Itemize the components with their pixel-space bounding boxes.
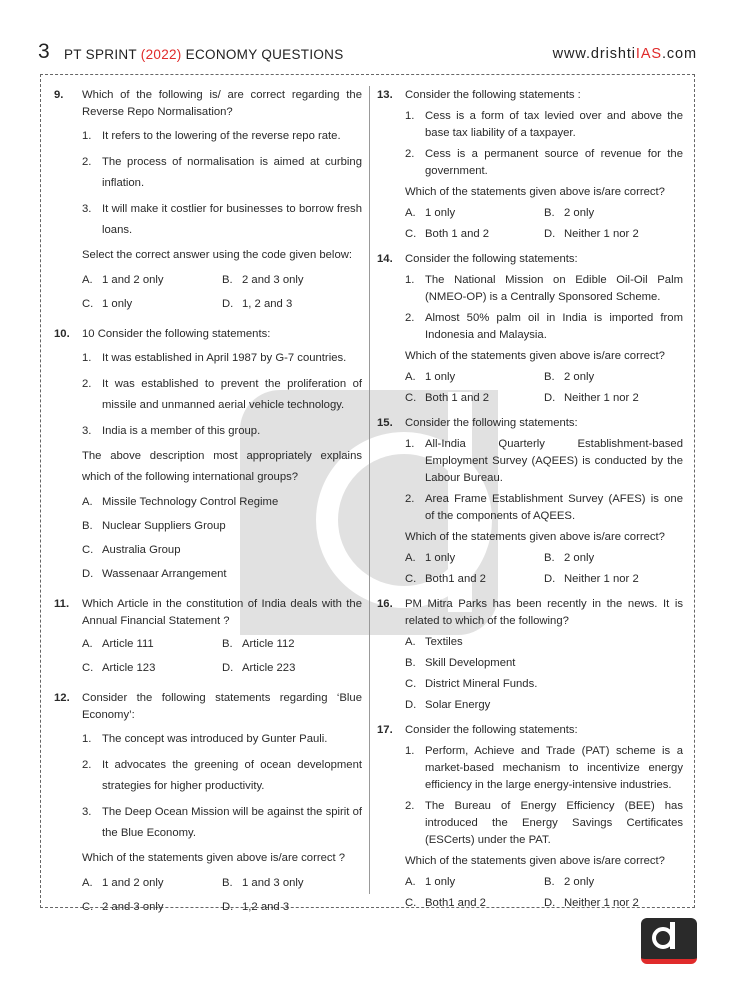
series-prefix: PT SPRINT (64, 47, 141, 62)
option-text: Both 1 and 2 (425, 392, 490, 404)
answer-options (82, 492, 362, 588)
answer-option (544, 390, 683, 407)
statement (405, 272, 683, 306)
statement-number: 1. (405, 274, 415, 286)
answer-option (405, 634, 683, 651)
option-letter: D. (544, 392, 556, 404)
answer-option (405, 205, 544, 222)
answer-option (222, 897, 362, 918)
question-body (82, 326, 362, 588)
answer-options (82, 634, 362, 682)
answer-option (222, 873, 362, 894)
option-letter: D. (405, 699, 417, 711)
option-text: Both1 and 2 (425, 897, 486, 909)
option-text: Nuclear Suppliers Group (102, 520, 226, 532)
question-number: 10. (54, 328, 70, 340)
answer-option (82, 873, 222, 894)
question-prompt: Which of the statements given above is/are correct? (405, 350, 665, 362)
question-text: Consider the following statements: (405, 417, 578, 429)
question-12 (54, 690, 362, 921)
statement-number: 2. (405, 800, 415, 812)
option-letter: A. (82, 877, 93, 889)
statement-number: 2. (405, 493, 415, 505)
site-suffix: .com (661, 46, 697, 62)
answer-option (544, 571, 683, 588)
option-letter: B. (222, 638, 233, 650)
statement (82, 199, 362, 241)
option-text: Neither 1 nor 2 (564, 392, 639, 404)
answer-option (82, 540, 362, 561)
question-17 (377, 722, 683, 916)
series-title (64, 47, 344, 62)
question-number: 17. (377, 724, 393, 736)
statement-text: The Deep Ocean Mission will be against the spirit of the Blue Economy. (102, 806, 362, 839)
option-letter: C. (405, 392, 417, 404)
option-letter: A. (405, 876, 416, 888)
left-column (54, 87, 362, 929)
question-body (405, 722, 683, 916)
logo-bar (670, 922, 675, 949)
statement-text: Cess is a permanent source of revenue for the government. (425, 148, 683, 177)
answer-option (405, 550, 544, 567)
question-number: 15. (377, 417, 393, 429)
option-text: Article 111 (102, 638, 154, 650)
option-text: Missile Technology Control Regime (102, 496, 279, 508)
column-divider (369, 86, 370, 894)
question-prompt: Which of the statements given above is/are correct? (405, 186, 665, 198)
statement-number: 1. (405, 110, 415, 122)
answer-option (82, 516, 362, 537)
answer-options (405, 634, 683, 718)
answer-option (544, 369, 683, 386)
question-body (82, 87, 362, 318)
answer-option (405, 895, 544, 912)
option-letter: B. (544, 207, 555, 219)
right-column (377, 87, 683, 920)
statement-text: The process of normalisation is aimed at curbing inflation. (102, 156, 362, 189)
question-number: 16. (377, 598, 393, 610)
question-text: Consider the following statements: (405, 724, 578, 736)
option-letter: A. (405, 207, 416, 219)
statement (405, 491, 683, 525)
option-letter: B. (544, 876, 555, 888)
question-text: Consider the following statements: (405, 253, 578, 265)
option-text: Wassenaar Arrangement (102, 568, 227, 580)
option-letter: A. (82, 496, 93, 508)
statement-text: It refers to the lowering of the reverse repo rate. (102, 130, 341, 142)
statement (405, 436, 683, 487)
statement-text: Cess is a form of tax levied over and above the base tax liability of a taxpayer. (425, 110, 683, 139)
question-10 (54, 326, 362, 588)
option-letter: B. (544, 552, 555, 564)
option-letter: B. (82, 520, 93, 532)
statement-number: 2. (82, 378, 92, 390)
question-text: Which of the following is/ are correct regarding the Reverse Repo Normalisation? (82, 89, 362, 118)
answer-options (405, 205, 683, 247)
option-letter: A. (405, 552, 416, 564)
statement-number: 1. (82, 130, 92, 142)
option-text: 1,2 and 3 (242, 901, 290, 913)
statement-text: India is a member of this group. (102, 425, 261, 437)
option-text: 2 only (564, 876, 595, 888)
question-prompt: Select the correct answer using the code given below: (82, 249, 353, 261)
question-text: Consider the following statements : (405, 89, 581, 101)
question-number: 12. (54, 692, 70, 704)
answer-option (222, 270, 362, 291)
answer-option (82, 634, 222, 655)
question-text: Which Article in the constitution of India deals with the Annual Financial Statement ? (82, 598, 362, 627)
option-text: Australia Group (102, 544, 181, 556)
statement (82, 755, 362, 797)
option-letter: D. (544, 573, 556, 585)
option-letter: B. (222, 274, 233, 286)
statement-number: 1. (82, 733, 92, 745)
answer-option (82, 270, 222, 291)
statement-number: 1. (82, 352, 92, 364)
question-11 (54, 596, 362, 682)
option-text: 1 and 2 only (102, 274, 164, 286)
answer-option (82, 564, 362, 585)
statement-number: 3. (82, 425, 92, 437)
statement-text: Almost 50% palm oil in India is imported from Indonesia and Malaysia. (425, 312, 683, 341)
option-letter: C. (405, 897, 417, 909)
question-number: 11. (54, 598, 70, 610)
statement-text: It was established in April 1987 by G-7 countries. (102, 352, 347, 364)
statement (82, 729, 362, 750)
option-text: Both 1 and 2 (425, 228, 490, 240)
option-text: District Mineral Funds. (425, 678, 538, 690)
answer-option (222, 634, 362, 655)
statement (405, 146, 683, 180)
page-number: 3 (38, 40, 50, 63)
answer-option (82, 294, 222, 315)
answer-options (82, 270, 362, 318)
statement-text: It will make it costlier for businesses to borrow fresh loans. (102, 203, 362, 236)
option-text: 1 only (425, 371, 456, 383)
statement-text: It advocates the greening of ocean development strategies for higher productivity. (102, 759, 362, 792)
statement-number: 2. (82, 759, 92, 771)
question-14 (377, 251, 683, 411)
option-letter: D. (222, 662, 234, 674)
option-letter: D. (82, 568, 94, 580)
series-year: (2022) (140, 47, 182, 62)
question-body (82, 596, 362, 682)
option-text: 1 only (102, 298, 133, 310)
option-letter: C. (82, 298, 94, 310)
answer-option (222, 658, 362, 679)
question-prompt: Which of the statements given above is/are correct? (405, 855, 665, 867)
option-text: 2 only (564, 371, 595, 383)
statement (405, 743, 683, 794)
statement-text: Area Frame Establishment Survey (AFES) is one of the components of AQEES. (425, 493, 683, 522)
answer-options (405, 874, 683, 916)
option-text: 2 and 3 only (102, 901, 164, 913)
statement (405, 310, 683, 344)
option-letter: B. (222, 877, 233, 889)
question-body (405, 251, 683, 411)
statement-number: 2. (82, 156, 92, 168)
statement (405, 798, 683, 849)
answer-option (544, 550, 683, 567)
statement (82, 152, 362, 194)
question-text: PM Mitra Parks has been recently in the news. It is related to which of the following? (405, 598, 683, 627)
option-text: Article 112 (242, 638, 295, 650)
answer-option (405, 571, 544, 588)
option-text: Article 223 (242, 662, 296, 674)
answer-option (405, 655, 683, 672)
question-prompt: The above description most appropriately explains which of the following international groups? (82, 450, 362, 483)
answer-option (405, 676, 683, 693)
answer-option (82, 897, 222, 918)
option-letter: B. (405, 657, 416, 669)
option-text: 1 only (425, 552, 456, 564)
question-9 (54, 87, 362, 318)
option-text: 1 and 2 only (102, 877, 164, 889)
statement-number: 1. (405, 438, 415, 450)
option-text: Textiles (425, 636, 463, 648)
option-text: 1 only (425, 207, 456, 219)
answer-option (544, 226, 683, 243)
option-text: 1 only (425, 876, 456, 888)
question-number: 13. (377, 89, 393, 101)
option-letter: D. (544, 228, 556, 240)
answer-option (544, 205, 683, 222)
question-body (405, 415, 683, 592)
statement-text: The Bureau of Energy Efficiency (BEE) has introduced the Energy Savings Certificates (ESCerts) under the PAT. (425, 800, 683, 846)
statement (82, 802, 362, 844)
option-text: Article 123 (102, 662, 156, 674)
statement-text: The concept was introduced by Gunter Pauli. (102, 733, 328, 745)
question-body (405, 596, 683, 718)
option-text: Neither 1 nor 2 (564, 228, 639, 240)
option-letter: C. (405, 678, 417, 690)
drishti-logo (641, 918, 697, 964)
statement-number: 3. (82, 806, 92, 818)
answer-option (405, 369, 544, 386)
statement (82, 374, 362, 416)
statement-text: Perform, Achieve and Trade (PAT) scheme is a market-based mechanism to incentivize energy efficiency in the large energy-intensive industries. (425, 745, 683, 791)
option-letter: D. (544, 897, 556, 909)
question-13 (377, 87, 683, 247)
question-prompt: Which of the statements given above is/are correct? (405, 531, 665, 543)
statement (82, 126, 362, 147)
option-letter: A. (82, 638, 93, 650)
question-16 (377, 596, 683, 718)
question-prompt: Which of the statements given above is/are correct ? (82, 852, 346, 864)
site-highlight: IAS (635, 46, 662, 62)
site-url (553, 46, 697, 62)
option-letter: A. (405, 636, 416, 648)
option-letter: C. (82, 662, 94, 674)
option-text: Neither 1 nor 2 (564, 897, 639, 909)
question-text: 10 Consider the following statements: (82, 328, 271, 340)
option-text: Both1 and 2 (425, 573, 486, 585)
question-15 (377, 415, 683, 592)
option-letter: C. (405, 228, 417, 240)
option-letter: D. (222, 298, 234, 310)
option-letter: D. (222, 901, 234, 913)
question-text: Consider the following statements regarding ‘Blue Economy’: (82, 692, 362, 721)
page-header (0, 0, 737, 70)
option-text: 1 and 3 only (242, 877, 304, 889)
statement (82, 348, 362, 369)
option-letter: C. (405, 573, 417, 585)
answer-option (405, 226, 544, 243)
statement (405, 108, 683, 142)
site-prefix: www.drishti (552, 46, 636, 62)
option-text: Neither 1 nor 2 (564, 573, 639, 585)
answer-option (405, 697, 683, 714)
answer-option (82, 658, 222, 679)
answer-option (544, 874, 683, 891)
option-letter: A. (405, 371, 416, 383)
question-number: 9. (54, 89, 64, 101)
answer-options (405, 550, 683, 592)
answer-option (405, 874, 544, 891)
statement-number: 1. (405, 745, 415, 757)
answer-option (405, 390, 544, 407)
answer-option (82, 492, 362, 513)
answer-options (82, 873, 362, 921)
statement-text: All-India Quarterly Establishment-based Employment Survey (AQEES) is conducted by the Labour Bureau. (425, 438, 683, 484)
question-number: 14. (377, 253, 393, 265)
statement-number: 2. (405, 312, 415, 324)
statement-number: 2. (405, 148, 415, 160)
answer-options (405, 369, 683, 411)
question-body (405, 87, 683, 247)
option-letter: C. (82, 901, 94, 913)
statement-text: It was established to prevent the proliferation of missile and unmanned aerial vehicle technology. (102, 378, 362, 411)
statement-number: 3. (82, 203, 92, 215)
option-text: 2 only (564, 552, 595, 564)
option-text: 2 only (564, 207, 595, 219)
option-letter: A. (82, 274, 93, 286)
option-letter: B. (544, 371, 555, 383)
series-suffix: ECONOMY QUESTIONS (181, 47, 344, 62)
option-text: 2 and 3 only (242, 274, 304, 286)
option-text: Solar Energy (425, 699, 491, 711)
statement (82, 421, 362, 442)
answer-option (222, 294, 362, 315)
statement-text: The National Mission on Edible Oil-Oil Palm (NMEO-OP) is a Centrally Sponsored Scheme. (425, 274, 683, 303)
answer-option (544, 895, 683, 912)
option-letter: C. (82, 544, 94, 556)
option-text: Skill Development (425, 657, 516, 669)
option-text: 1, 2 and 3 (242, 298, 293, 310)
question-body (82, 690, 362, 921)
